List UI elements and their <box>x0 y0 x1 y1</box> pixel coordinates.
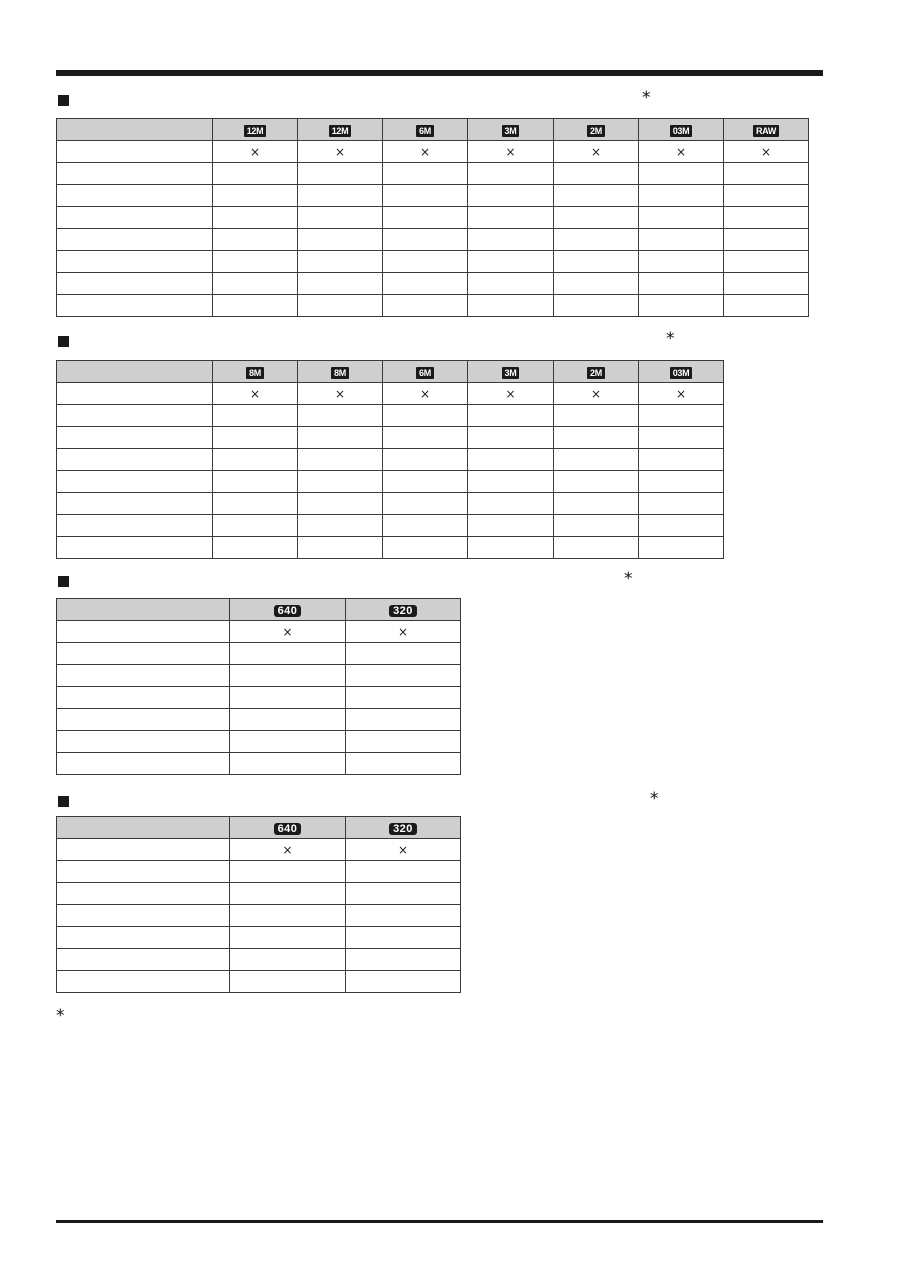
table-cell <box>554 229 639 251</box>
table-row <box>57 295 809 317</box>
table-cell: × <box>213 141 298 163</box>
table-cell <box>724 163 809 185</box>
table-cell <box>298 295 383 317</box>
table-cell <box>639 471 724 493</box>
header-row <box>57 119 809 141</box>
square-bullet-icon <box>58 95 69 106</box>
table-row <box>57 687 461 709</box>
header-cell <box>383 361 468 383</box>
table-cell <box>230 753 346 775</box>
row-label-cell <box>57 515 213 537</box>
row-label-cell <box>57 665 230 687</box>
table-cell <box>346 883 461 905</box>
top-rule <box>56 70 823 76</box>
table-still-12m <box>56 118 809 317</box>
table-cell <box>213 405 298 427</box>
table-row <box>57 163 809 185</box>
row-label-cell <box>57 927 230 949</box>
table-cell <box>230 861 346 883</box>
table-cell <box>298 207 383 229</box>
header-cell <box>230 817 346 839</box>
table-cell <box>639 207 724 229</box>
table-cell <box>639 515 724 537</box>
table-cell <box>724 185 809 207</box>
footnote-asterisk: * <box>56 1006 65 1026</box>
row-label-cell <box>57 861 230 883</box>
table-cell <box>639 427 724 449</box>
image-size-icon: RAW <box>753 125 779 137</box>
table-row <box>57 839 461 861</box>
table-cell <box>554 471 639 493</box>
header-cell <box>213 119 298 141</box>
header-cell <box>383 119 468 141</box>
table-row <box>57 185 809 207</box>
movie-size-icon: 320 <box>389 823 417 835</box>
header-cell <box>230 599 346 621</box>
table-cell <box>298 273 383 295</box>
table-row <box>57 229 809 251</box>
table-cell <box>724 251 809 273</box>
row-label-cell <box>57 449 213 471</box>
header-label-cell <box>57 361 213 383</box>
header-cell <box>213 361 298 383</box>
table-cell <box>230 731 346 753</box>
row-label-cell <box>57 643 230 665</box>
table-cell <box>383 515 468 537</box>
table-cell <box>383 229 468 251</box>
table-cell <box>346 753 461 775</box>
header-label-cell <box>57 599 230 621</box>
table-cell <box>230 971 346 993</box>
table-row <box>57 273 809 295</box>
section-movie-2 <box>56 789 823 815</box>
table-cell <box>298 185 383 207</box>
table-row <box>57 709 461 731</box>
row-label-cell <box>57 731 230 753</box>
section-movie-1 <box>56 569 823 595</box>
table-cell <box>213 427 298 449</box>
table-cell <box>468 273 554 295</box>
table-cell <box>724 273 809 295</box>
image-size-icon: 2M <box>587 125 605 137</box>
table-row <box>57 731 461 753</box>
table-cell <box>639 405 724 427</box>
table-cell <box>383 427 468 449</box>
movie-size-icon: 640 <box>274 605 302 617</box>
table-cell <box>639 493 724 515</box>
table-cell <box>639 251 724 273</box>
image-size-icon: 12M <box>329 125 352 137</box>
table-cell <box>468 163 554 185</box>
table-cell <box>383 537 468 559</box>
table-row <box>57 949 461 971</box>
image-size-icon: 3M <box>502 125 520 137</box>
header-cell <box>468 119 554 141</box>
section-still-12m <box>56 88 823 114</box>
movie-size-icon: 320 <box>389 605 417 617</box>
table-cell <box>213 537 298 559</box>
table-cell <box>468 229 554 251</box>
table-cell <box>230 643 346 665</box>
table-cell: × <box>724 141 809 163</box>
table-cell <box>554 185 639 207</box>
row-label-cell <box>57 971 230 993</box>
row-label-cell <box>57 949 230 971</box>
header-cell <box>346 599 461 621</box>
table-cell <box>230 709 346 731</box>
header-cell <box>639 119 724 141</box>
row-label-cell <box>57 207 213 229</box>
row-label-cell <box>57 163 213 185</box>
table-cell <box>554 295 639 317</box>
row-label-cell <box>57 427 213 449</box>
row-label-cell <box>57 405 213 427</box>
row-label-cell <box>57 141 213 163</box>
table-row <box>57 621 461 643</box>
movie-size-icon: 640 <box>274 823 302 835</box>
table-cell <box>346 861 461 883</box>
table-row <box>57 971 461 993</box>
table-movie-2 <box>56 816 461 993</box>
table-cell: × <box>383 141 468 163</box>
header-cell <box>298 119 383 141</box>
table-cell <box>298 427 383 449</box>
image-size-icon: 2M <box>587 367 605 379</box>
row-label-cell <box>57 537 213 559</box>
table-cell <box>639 449 724 471</box>
row-label-cell <box>57 753 230 775</box>
table-cell <box>383 295 468 317</box>
table-cell <box>468 207 554 229</box>
row-label-cell <box>57 471 213 493</box>
table-cell: × <box>554 141 639 163</box>
table-cell <box>468 295 554 317</box>
table-cell <box>383 163 468 185</box>
bottom-rule <box>56 1220 823 1223</box>
table-cell <box>554 405 639 427</box>
table-cell <box>230 687 346 709</box>
table-row <box>57 643 461 665</box>
table-row <box>57 471 724 493</box>
table-cell <box>554 493 639 515</box>
table-cell <box>213 207 298 229</box>
table-row <box>57 665 461 687</box>
row-label-cell <box>57 839 230 861</box>
table-cell <box>554 207 639 229</box>
row-label-cell <box>57 709 230 731</box>
image-size-icon: 6M <box>416 367 434 379</box>
table-row <box>57 537 724 559</box>
table-cell <box>724 229 809 251</box>
table-cell <box>346 643 461 665</box>
table-cell <box>724 295 809 317</box>
header-row <box>57 599 461 621</box>
asterisk-mark: * <box>650 789 659 809</box>
table-row <box>57 207 809 229</box>
table-cell: × <box>298 141 383 163</box>
table-row <box>57 515 724 537</box>
table-cell <box>554 251 639 273</box>
table-cell <box>230 883 346 905</box>
table-still-8m <box>56 360 724 559</box>
section-heading <box>56 569 823 595</box>
table-cell: × <box>346 839 461 861</box>
header-label-cell <box>57 817 230 839</box>
table-cell <box>213 295 298 317</box>
table-cell <box>554 515 639 537</box>
table-row <box>57 141 809 163</box>
asterisk-mark: * <box>666 329 675 349</box>
table-cell <box>639 163 724 185</box>
header-row <box>57 817 461 839</box>
table-row <box>57 449 724 471</box>
header-cell <box>724 119 809 141</box>
table-cell <box>298 515 383 537</box>
table-cell <box>346 927 461 949</box>
square-bullet-icon <box>58 796 69 807</box>
table-cell <box>213 515 298 537</box>
table-cell <box>383 207 468 229</box>
header-row <box>57 361 724 383</box>
table-row <box>57 493 724 515</box>
table-row <box>57 861 461 883</box>
table-row <box>57 405 724 427</box>
header-cell <box>554 119 639 141</box>
row-label-cell <box>57 383 213 405</box>
table-cell <box>230 949 346 971</box>
square-bullet-icon <box>58 576 69 587</box>
table-cell <box>468 515 554 537</box>
table-row <box>57 883 461 905</box>
table-row <box>57 905 461 927</box>
table-cell <box>213 471 298 493</box>
table-cell <box>298 251 383 273</box>
row-label-cell <box>57 185 213 207</box>
table-cell <box>554 449 639 471</box>
header-cell <box>468 361 554 383</box>
section-heading <box>56 329 823 355</box>
table-cell: × <box>383 383 468 405</box>
table-cell <box>468 251 554 273</box>
table-cell <box>554 163 639 185</box>
table-cell <box>298 471 383 493</box>
header-label-cell <box>57 119 213 141</box>
table-cell <box>298 229 383 251</box>
row-label-cell <box>57 273 213 295</box>
table-cell <box>346 687 461 709</box>
table-cell: × <box>230 621 346 643</box>
header-cell <box>639 361 724 383</box>
row-label-cell <box>57 883 230 905</box>
section-heading <box>56 88 823 114</box>
asterisk-mark: * <box>642 88 651 108</box>
table-cell: × <box>639 383 724 405</box>
table-cell <box>468 471 554 493</box>
row-label-cell <box>57 493 213 515</box>
table-cell <box>383 185 468 207</box>
table-cell <box>383 471 468 493</box>
table-cell <box>213 185 298 207</box>
table-cell <box>639 185 724 207</box>
table-cell <box>639 537 724 559</box>
table-cell <box>346 971 461 993</box>
square-bullet-icon <box>58 336 69 347</box>
table-cell: × <box>346 621 461 643</box>
table-cell <box>468 427 554 449</box>
table-cell <box>383 251 468 273</box>
table-cell <box>383 405 468 427</box>
table-cell <box>230 665 346 687</box>
table-row <box>57 753 461 775</box>
table-cell <box>468 185 554 207</box>
table-cell <box>213 493 298 515</box>
row-label-cell <box>57 621 230 643</box>
table-cell <box>298 405 383 427</box>
table-cell: × <box>213 383 298 405</box>
table-movie-1 <box>56 598 461 775</box>
table-cell: × <box>468 141 554 163</box>
table-cell <box>468 405 554 427</box>
table-cell <box>298 449 383 471</box>
row-label-cell <box>57 251 213 273</box>
table-cell <box>213 449 298 471</box>
table-cell <box>383 449 468 471</box>
image-size-icon: 6M <box>416 125 434 137</box>
table-cell <box>346 731 461 753</box>
asterisk-mark: * <box>624 569 633 589</box>
table-cell <box>554 537 639 559</box>
image-size-icon: 8M <box>246 367 264 379</box>
table-cell <box>639 273 724 295</box>
table-cell <box>213 273 298 295</box>
section-still-8m <box>56 329 823 355</box>
image-size-icon: 03M <box>670 125 693 137</box>
table-cell: × <box>639 141 724 163</box>
table-cell <box>346 709 461 731</box>
table-cell <box>346 905 461 927</box>
table-cell: × <box>468 383 554 405</box>
table-cell <box>468 449 554 471</box>
image-size-icon: 12M <box>244 125 267 137</box>
header-cell <box>298 361 383 383</box>
table-cell <box>230 927 346 949</box>
table-cell <box>346 665 461 687</box>
table-row <box>57 383 724 405</box>
table-cell: × <box>298 383 383 405</box>
table-cell <box>213 251 298 273</box>
table-cell <box>213 163 298 185</box>
section-heading <box>56 789 823 815</box>
table-cell <box>468 537 554 559</box>
table-cell <box>298 537 383 559</box>
row-label-cell <box>57 687 230 709</box>
table-cell <box>468 493 554 515</box>
table-cell: × <box>230 839 346 861</box>
image-size-icon: 8M <box>331 367 349 379</box>
table-cell <box>383 493 468 515</box>
table-cell <box>298 163 383 185</box>
table-row <box>57 427 724 449</box>
table-cell: × <box>554 383 639 405</box>
table-cell <box>639 295 724 317</box>
image-size-icon: 3M <box>502 367 520 379</box>
table-cell <box>346 949 461 971</box>
header-cell <box>554 361 639 383</box>
table-cell <box>724 207 809 229</box>
row-label-cell <box>57 905 230 927</box>
header-cell <box>346 817 461 839</box>
image-size-icon: 03M <box>670 367 693 379</box>
row-label-cell <box>57 295 213 317</box>
table-cell <box>213 229 298 251</box>
table-cell <box>298 493 383 515</box>
table-cell <box>554 427 639 449</box>
table-cell <box>230 905 346 927</box>
table-row <box>57 251 809 273</box>
row-label-cell <box>57 229 213 251</box>
table-row <box>57 927 461 949</box>
table-cell <box>383 273 468 295</box>
table-cell <box>554 273 639 295</box>
table-cell <box>639 229 724 251</box>
